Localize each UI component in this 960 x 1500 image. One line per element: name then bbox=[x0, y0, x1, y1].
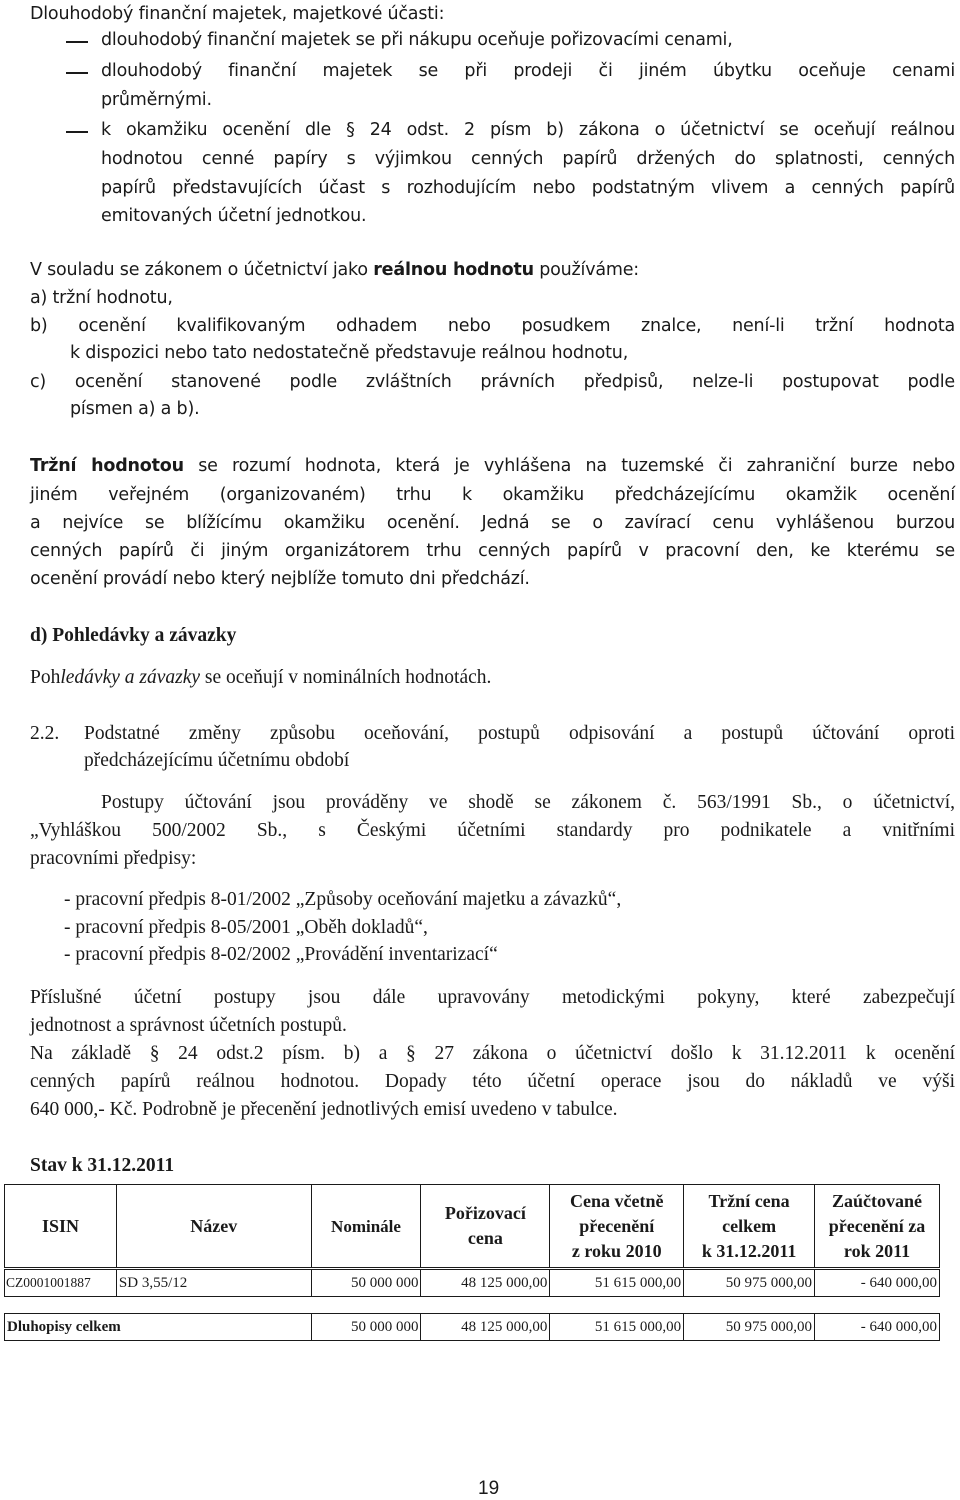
total-nominal: 50 000 000 bbox=[311, 1314, 421, 1341]
fair-value-item-c-line1: c) ocenění stanovené podle zvláštních právních předpisů, nelze-li postupovat podle bbox=[30, 372, 955, 392]
bullet-sale-valuation-line1: dlouhodobý finanční majetek se při prodeji či jiném úbytku oceňuje cenami bbox=[101, 61, 955, 81]
section-number: 2.2. bbox=[30, 723, 60, 744]
dash-bullet bbox=[66, 131, 88, 133]
dash-bullet bbox=[66, 72, 88, 74]
fair-value-intro: V souladu se zákonem o účetnictví jako reálnou hodnotu používáme: bbox=[30, 260, 639, 280]
bullet-fair-value-line2: hodnotou cenné papíry s výjimkou cenných papírů držených do splatnosti, cenných bbox=[101, 149, 955, 169]
revaluation-line3: 640 000,- Kč. Podrobně je přecenění jednotlivých emisí uvedeno v tabulce. bbox=[30, 1099, 618, 1120]
cell-acquisition-cost: 48 125 000,00 bbox=[421, 1269, 550, 1297]
header-previous-value: Cena včetně přecenění z roku 2010 bbox=[550, 1185, 684, 1269]
revaluation-line1: Na základě § 24 odst.2 písm. b) a § 27 zákona o účetnictví došlo k 31.12.2011 k ocenění bbox=[30, 1043, 955, 1064]
market-value-line2: jiném veřejném (organizovaném) trhu k okamžiku předcházejícímu okamžik ocenění bbox=[30, 485, 955, 505]
page-number: 19 bbox=[478, 1478, 500, 1499]
fair-value-item-a: a) tržní hodnotu, bbox=[30, 288, 173, 308]
fair-value-item-b-line2: k dispozici nebo tato nedostatečně představuje reálnou hodnotu, bbox=[70, 343, 629, 363]
bullet-fair-value-line1: k okamžiku ocenění dle § 24 odst. 2 písm b) zákona o účetnictví se oceňují reálnou bbox=[101, 120, 955, 140]
cell-isin: CZ0001001887 bbox=[5, 1269, 117, 1297]
market-value-line1: Tržní hodnotou se rozumí hodnota, která je vyhlášena na tuzemské či zahraniční burze nebo bbox=[30, 456, 955, 476]
total-acquisition-cost: 48 125 000,00 bbox=[421, 1314, 550, 1341]
cell-name: SD 3,55/12 bbox=[116, 1269, 311, 1297]
bullet-fair-value-line3: papírů představujících účast s rozhodujícím nebo podstatným vlivem a cenných papírů bbox=[101, 178, 955, 198]
bullet-purchase-valuation: dlouhodobý finanční majetek se při nákupu oceňuje pořizovacími cenami, bbox=[101, 30, 733, 50]
revaluation-line2: cenných papírů reálnou hodnotou. Dopady této účetní operace jsou do nákladů ve výši bbox=[30, 1071, 955, 1092]
section-title-line2: předcházejícímu účetnímu období bbox=[84, 750, 350, 771]
internal-regulation-item: - pracovní předpis 8-02/2002 „Provádění inventarizací“ bbox=[64, 944, 498, 965]
bullet-fair-value-line4: emitovaných účetní jednotkou. bbox=[101, 206, 367, 226]
header-posted-revaluation: Zaúčtované přecenění za rok 2011 bbox=[815, 1185, 940, 1269]
fair-value-item-c-line2: písmen a) a b). bbox=[70, 399, 200, 419]
table-header-row bbox=[5, 1185, 940, 1269]
header-isin: ISIN bbox=[5, 1185, 117, 1269]
dash-bullet bbox=[66, 41, 88, 43]
total-market-value: 50 975 000,00 bbox=[684, 1314, 815, 1341]
market-value-line3: a nejvíce se blížícímu okamžiku ocenění. Jedná se o zavírací cenu vyhlášenou burzou bbox=[30, 513, 955, 533]
procedures-line1: Postupy účtování jsou prováděny ve shodě se zákonem č. 563/1991 Sb., o účetnictví, bbox=[101, 792, 955, 813]
internal-regulation-item: - pracovní předpis 8-01/2002 „Způsoby oceňování majetku a závazků“, bbox=[64, 889, 622, 910]
fair-value-item-b-line1: b) ocenění kvalifikovaným odhadem nebo posudkem znalce, není-li tržní hodnota bbox=[30, 316, 955, 336]
total-label: Dluhopisy celkem bbox=[5, 1314, 312, 1341]
header-acquisition-cost: Pořizovací cena bbox=[421, 1185, 550, 1269]
methodology-line1: Příslušné účetní postupy jsou dále upravovány metodickými pokyny, které zabezpečují bbox=[30, 987, 955, 1008]
methodology-line2: jednotnost a správnost účetních postupů. bbox=[30, 1015, 347, 1036]
cell-nominal: 50 000 000 bbox=[311, 1269, 421, 1297]
total-posted-revaluation: - 640 000,00 bbox=[815, 1314, 940, 1341]
receivables-text: Pohledávky a závazky se oceňují v nominálních hodnotách. bbox=[30, 667, 492, 688]
header-nominal: Nominále bbox=[311, 1185, 421, 1269]
cell-posted-revaluation: - 640 000,00 bbox=[815, 1269, 940, 1297]
header-name: Název bbox=[116, 1185, 311, 1269]
internal-regulation-item: - pracovní předpis 8-05/2001 „Oběh dokladů“, bbox=[64, 917, 428, 938]
section-title-line1: Podstatné změny způsobu oceňování, postupů odpisování a postupů účtování oproti bbox=[84, 723, 955, 744]
cell-previous-value: 51 615 000,00 bbox=[550, 1269, 684, 1297]
header-market-value: Tržní cena celkem k 31.12.2011 bbox=[684, 1185, 815, 1269]
procedures-line2: „Vyhláškou 500/2002 Sb., s Českými účetními standardy pro podnikatele a vnitřními bbox=[30, 820, 955, 841]
market-value-line5: ocenění provádí nebo který nejblíže tomuto dni předchází. bbox=[30, 569, 530, 589]
securities-table bbox=[4, 1184, 940, 1341]
cell-market-value: 50 975 000,00 bbox=[684, 1269, 815, 1297]
table-total-row bbox=[5, 1314, 940, 1341]
total-previous-value: 51 615 000,00 bbox=[550, 1314, 684, 1341]
table-caption: Stav k 31.12.2011 bbox=[30, 1155, 175, 1176]
bullet-sale-valuation-line2: průměrnými. bbox=[101, 90, 212, 110]
market-value-line4: cenných papírů či jiným organizátorem trhu cenných papírů v pracovní den, ke kterému se bbox=[30, 541, 955, 561]
receivables-heading: d) Pohledávky a závazky bbox=[30, 625, 237, 646]
financial-assets-heading: Dlouhodobý finanční majetek, majetkové účasti: bbox=[30, 4, 445, 24]
table-row bbox=[5, 1269, 940, 1297]
procedures-line3: pracovními předpisy: bbox=[30, 848, 197, 869]
